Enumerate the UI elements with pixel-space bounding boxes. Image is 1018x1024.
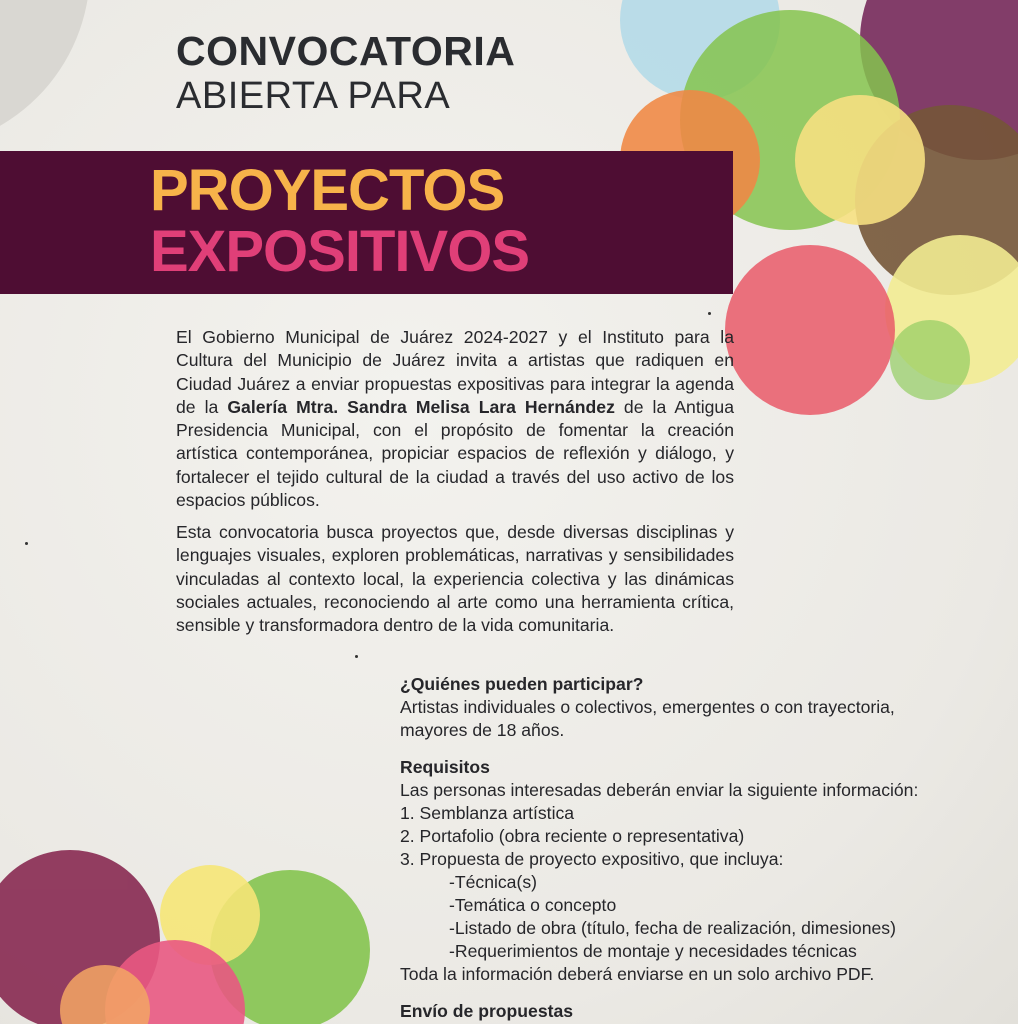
- info-column: [400, 673, 1000, 1023]
- title-proyectos: PROYECTOS: [150, 158, 505, 223]
- requirement-subitem: -Temática o concepto: [449, 895, 617, 915]
- requirement-subitem: -Requerimientos de montaje y necesidades técnicas: [449, 941, 857, 961]
- intro-paragraph-2: Esta convocatoria busca proyectos que, desde diversas disciplinas y lenguajes visuales, exploren problemáticas, narrativas y sensibilidades vinculadas al contexto local, la experiencia colectiva y las dinámicas sociales actuales, reconociendo al arte como una herramienta crítica, sensible y transformadora dentro de la vida comunitaria.: [176, 522, 734, 636]
- requirements-heading: Requisitos: [400, 757, 490, 777]
- intro-p1-text-end: de la Antigua Presidencia Municipal, con el propósito de fomentar la creación artística contemporánea, propiciar espacios de reflexión y diálogo, y fortalecer el tejido cultural de la ciudad a través del uso activo de los espacios públicos.: [176, 396, 734, 511]
- requirement-subitem: -Técnica(s): [449, 872, 537, 892]
- title-expositivos: EXPOSITIVOS: [150, 219, 529, 284]
- participants-heading: ¿Quiénes pueden participar?: [400, 674, 644, 694]
- requirements-note: Toda la información deberá enviarse en un solo archivo PDF.: [400, 964, 875, 984]
- requirement-item: 3. Propuesta de proyecto expositivo, que incluya:: [400, 849, 784, 869]
- heading-abierta-para: ABIERTA PARA: [176, 75, 451, 117]
- blob-green-small: [890, 320, 970, 400]
- submission-heading: Envío de propuestas: [400, 1001, 574, 1021]
- heading-convocatoria: CONVOCATORIA: [176, 28, 516, 74]
- intro-p1-text: El Gobierno Municipal de Juárez 2024-2027 y el Instituto para la Cultura del Municipio de Juárez invita a artistas que radiquen en Ciudad Juárez a enviar propuestas expositivas para integrar la agenda de la: [176, 327, 734, 417]
- participants-line-2: mayores de 18 años.: [400, 720, 565, 740]
- requirement-item: 1. Semblanza artística: [400, 803, 575, 823]
- requirement-subitem: -Listado de obra (título, fecha de realización, dimesiones): [449, 918, 896, 938]
- gallery-name: Galería Mtra. Sandra Melisa Lara Hernández: [227, 396, 615, 417]
- speck: [708, 312, 711, 315]
- speck: [25, 542, 28, 545]
- intro-paragraph-1: [176, 326, 734, 512]
- speck: [355, 655, 358, 658]
- requirement-item: 2. Portafolio (obra reciente o representativa): [400, 826, 745, 846]
- blob-red: [725, 245, 895, 415]
- requirements-intro: Las personas interesadas deberán enviar la siguiente información:: [400, 780, 919, 800]
- participants-line-1: Artistas individuales o colectivos, emergentes o con trayectoria,: [400, 697, 895, 717]
- blob-yellow: [795, 95, 925, 225]
